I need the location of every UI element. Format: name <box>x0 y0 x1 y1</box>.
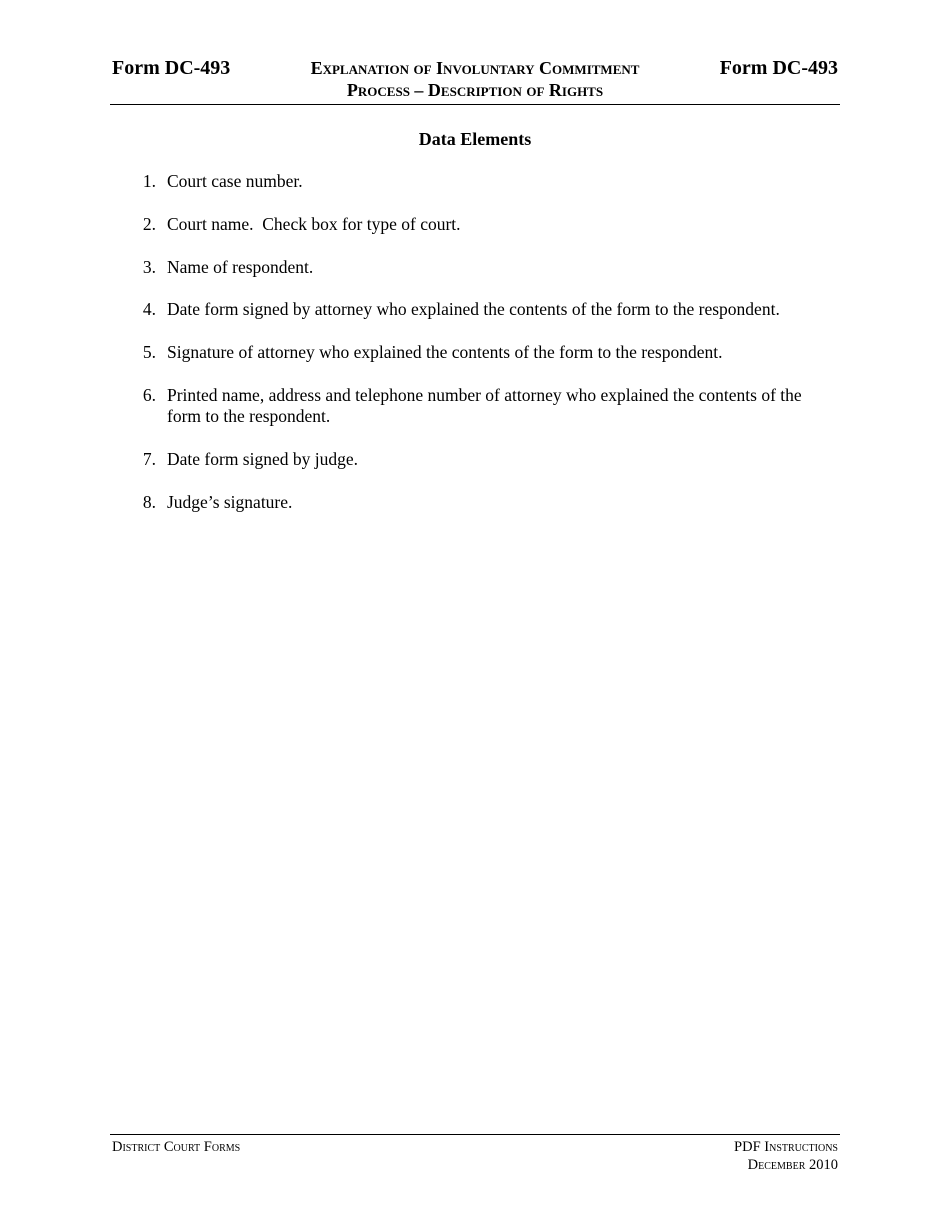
form-id-right: Form DC-493 <box>719 57 838 79</box>
page-footer <box>110 1134 840 1179</box>
data-element-text: Date form signed by attorney who explained the contents of the form to the respondent. <box>167 299 780 320</box>
form-id-left: Form DC-493 <box>112 57 231 79</box>
footer-right-line-1: PDF Instructions <box>734 1139 838 1155</box>
section-title: Data Elements <box>418 129 532 149</box>
footer-right-block <box>734 1138 838 1174</box>
data-element-number: 8. <box>142 492 156 513</box>
data-element-text: Judge’s signature. <box>167 492 293 513</box>
document-title-line-2: Process – Description of Rights <box>346 80 604 100</box>
data-element-text: Name of respondent. <box>167 256 314 277</box>
data-element-number: 5. <box>142 342 156 363</box>
footer-right-line-2: December 2010 <box>747 1157 838 1173</box>
data-element-item <box>136 492 836 514</box>
data-element-number: 3. <box>142 256 156 277</box>
data-element-number: 7. <box>142 449 156 470</box>
data-element-item <box>136 257 836 279</box>
data-element-text: Court case number. <box>167 171 303 191</box>
page-header <box>110 56 840 105</box>
data-element-item <box>136 214 836 236</box>
data-elements-list <box>136 171 836 535</box>
data-element-number: 2. <box>142 213 156 234</box>
data-element-item <box>136 342 836 364</box>
data-element-item <box>136 385 836 428</box>
data-element-number: 6. <box>142 384 156 405</box>
data-element-number: 4. <box>142 299 156 320</box>
document-title-line-1: Explanation of Involuntary Commitment <box>310 58 640 78</box>
document-title <box>250 57 700 101</box>
data-element-text: Printed name, address and telephone number of attorney who explained the contents of the form to the respondent. <box>167 384 802 427</box>
data-element-text: Date form signed by judge. <box>167 449 358 470</box>
data-element-item <box>136 449 836 471</box>
footer-left-label: District Court Forms <box>112 1139 241 1155</box>
data-element-text: Signature of attorney who explained the contents of the form to the respondent. <box>167 342 723 363</box>
data-element-item <box>136 171 836 193</box>
data-element-item <box>136 299 836 321</box>
data-element-number: 1. <box>142 171 156 191</box>
data-element-text: Court name. Check box for type of court. <box>167 213 461 234</box>
